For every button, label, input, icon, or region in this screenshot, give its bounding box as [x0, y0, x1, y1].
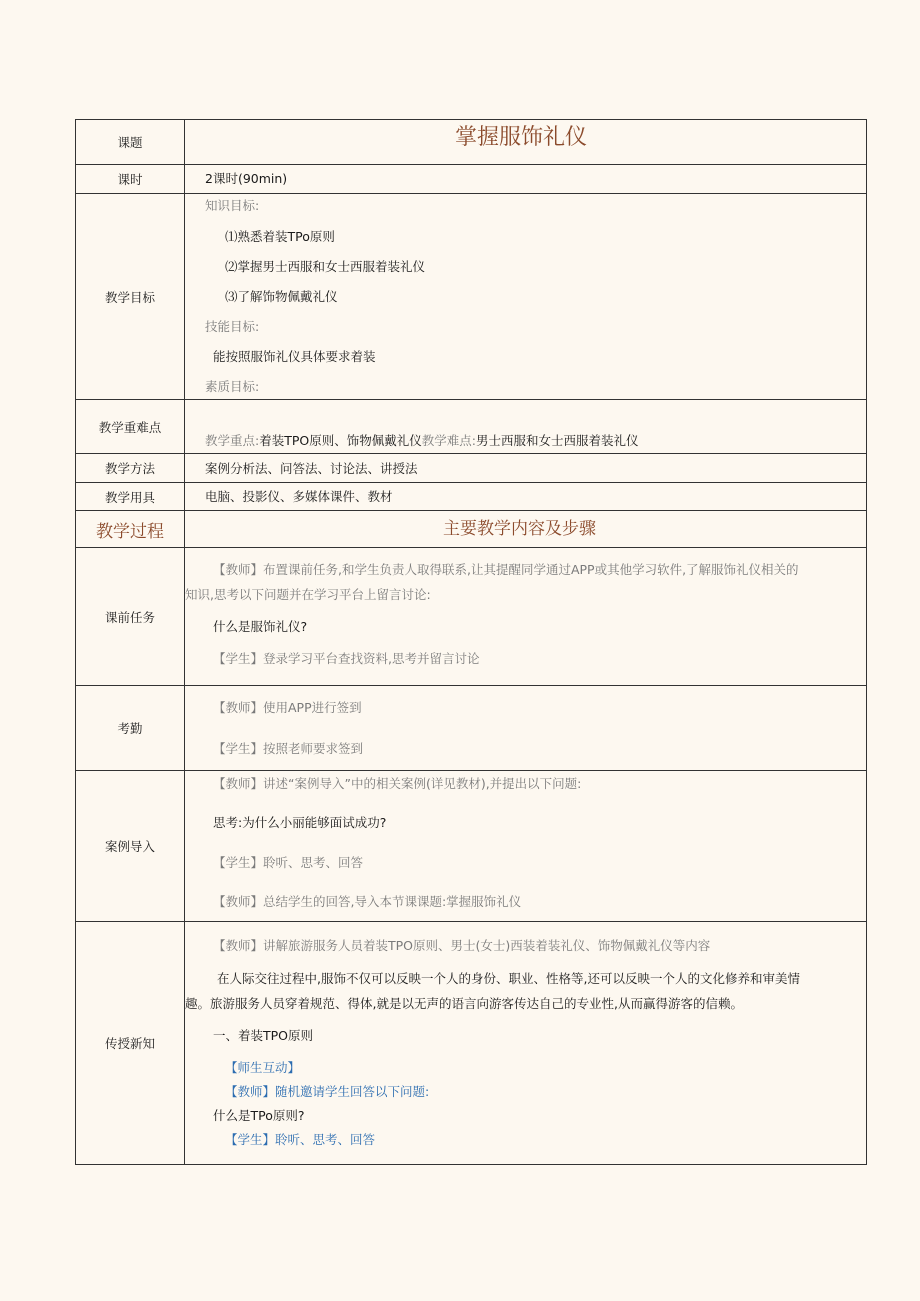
- new-section-title: 一、着装TPO原则: [213, 1028, 314, 1043]
- row-pre-class: [76, 547, 866, 685]
- row-attendance: [76, 685, 866, 770]
- tools-label: 教学用具: [76, 483, 185, 510]
- knowledge-item-2: ⑵掌握男士西服和女士西服着装礼仪: [225, 259, 426, 274]
- difficulty-label: 教学难点:: [421, 433, 476, 448]
- method-label: 教学方法: [76, 454, 185, 482]
- row-method: [76, 453, 866, 482]
- row-case-intro: [76, 770, 866, 921]
- difficulty-text: 男士西服和女士西服着装礼仪: [475, 433, 639, 448]
- process-label: 教学过程: [76, 511, 185, 547]
- key-point-text: 着装TPO原则、饰物佩戴礼仪: [259, 433, 422, 448]
- knowledge-item-3: ⑶了解饰物佩戴礼仪: [225, 289, 338, 304]
- case-teacher: 【教师】讲述“案例导入”中的相关案例(详见教材),并提出以下问题:: [213, 776, 582, 791]
- row-new-knowledge: [76, 921, 866, 1165]
- focus-line: [205, 433, 638, 449]
- attendance-teacher: 【教师】使用APP进行签到: [213, 700, 362, 715]
- row-subject: [76, 119, 866, 164]
- subject-label: 课题: [76, 120, 185, 164]
- new-paragraph-line-2: 趣。旅游服务人员穿着规范、得体,就是以无声的语言向游客传达自己的专业性,从而赢得游客的信赖。: [185, 996, 743, 1011]
- case-student: 【学生】聆听、思考、回答: [213, 855, 364, 870]
- focus-label: 教学重难点: [76, 400, 185, 453]
- case-think-question: 思考:为什么小丽能够面试成功?: [213, 815, 387, 830]
- key-point-label: 教学重点:: [205, 433, 260, 448]
- pre-class-teacher-line-2: 知识,思考以下问题并在学习平台上留言讨论:: [185, 587, 431, 602]
- new-student: 【学生】聆听、思考、回答: [225, 1132, 376, 1147]
- new-teacher: 【教师】讲解旅游服务人员着装TPO原则、男士(女士)西装着装礼仪、饰物佩戴礼仪等内容: [213, 938, 711, 953]
- row-tools: [76, 482, 866, 510]
- pre-class-question: 什么是服饰礼仪?: [213, 619, 308, 634]
- tools-value: 电脑、投影仪、多媒体课件、教材: [205, 489, 393, 504]
- pre-class-teacher-line-1: 【教师】布置课前任务,和学生负责人取得联系,让其提醒同学通过APP或其他学习软件,了解服饰礼仪相关的: [213, 562, 799, 577]
- case-intro-label: 案例导入: [76, 771, 185, 921]
- process-header: 主要教学内容及步骤: [443, 519, 596, 539]
- row-objectives: [76, 193, 866, 399]
- case-summary: 【教师】总结学生的回答,导入本节课课题:掌握服饰礼仪: [213, 894, 522, 909]
- objectives-label: 教学目标: [76, 194, 185, 399]
- pre-class-student: 【学生】登录学习平台查找资料,思考并留言讨论: [213, 651, 480, 666]
- row-focus: [76, 399, 866, 453]
- row-process-header: [76, 510, 866, 547]
- knowledge-label: 知识目标:: [205, 198, 260, 213]
- row-hours: [76, 164, 866, 193]
- attendance-student: 【学生】按照老师要求签到: [213, 741, 364, 756]
- knowledge-item-1: ⑴熟悉着装TPo原则: [225, 229, 335, 244]
- new-knowledge-label: 传授新知: [76, 922, 185, 1164]
- lesson-plan-table: [75, 119, 867, 1165]
- new-question: 什么是TPo原则?: [213, 1108, 305, 1123]
- new-teacher-invite: 【教师】随机邀请学生回答以下问题:: [225, 1084, 430, 1099]
- quality-label: 素质目标:: [205, 379, 260, 394]
- subject-title: 掌握服饰礼仪: [455, 125, 588, 150]
- new-interaction-tag: 【师生互动】: [225, 1060, 301, 1075]
- hours-label: 课时: [76, 165, 185, 193]
- method-value: 案例分析法、问答法、讨论法、讲授法: [205, 461, 418, 476]
- pre-class-label: 课前任务: [76, 548, 185, 685]
- hours-value: 2课时(90min): [205, 171, 288, 186]
- skill-item-1: 能按照服饰礼仪具体要求着装: [213, 349, 376, 364]
- attendance-label: 考勤: [76, 686, 185, 770]
- skill-label: 技能目标:: [205, 319, 260, 334]
- new-paragraph-line-1: 在人际交往过程中,服饰不仅可以反映一个人的身份、职业、性格等,还可以反映一个人的文化修养和审美情: [217, 971, 800, 986]
